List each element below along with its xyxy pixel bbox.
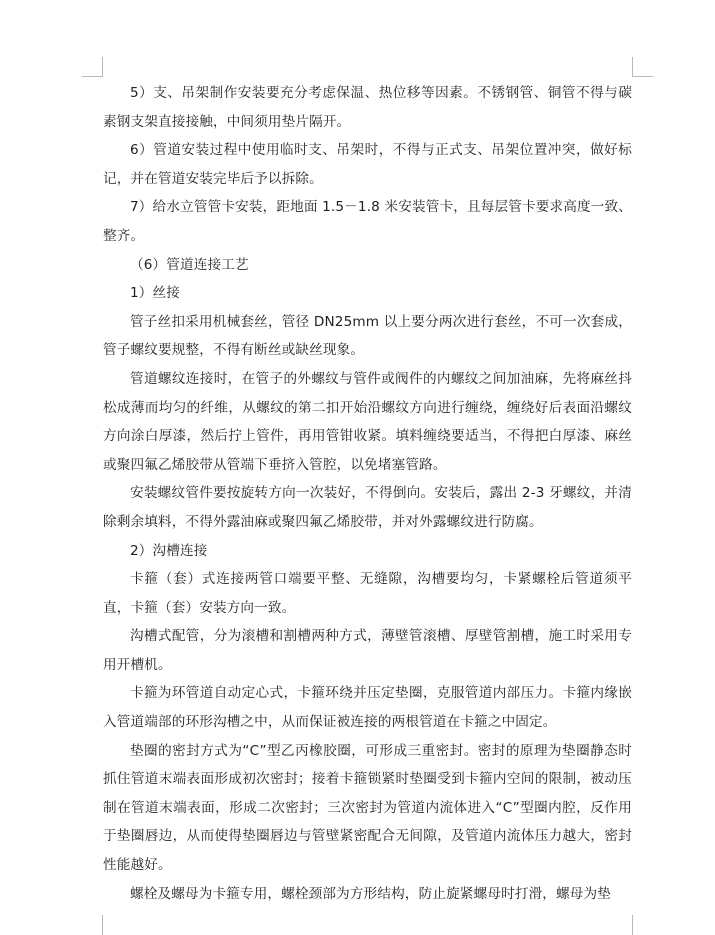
crop-mark-top-left-v (102, 57, 103, 77)
section-heading-pipe-connection: （6）管道连接工艺 (130, 256, 249, 273)
paragraph-fitting-install: 安装螺纹管件要按旋转方向一次装好，不得倒向。安装后，露出 2-3 牙螺纹，并清除剩余填料，不得外露油麻或聚四氟乙烯胶带，并对外露螺纹进行防腐。 (103, 485, 632, 530)
paragraph-grooving-methods: 沟槽式配管，分为滚槽和割槽两种方式，薄壁管滚槽、厚壁管割槽，施工时采用专用开槽机。 (103, 628, 632, 673)
document-body (103, 79, 632, 908)
crop-mark-top-right-v (632, 57, 633, 77)
subheading-threaded-connection: 1）丝接 (130, 285, 181, 302)
paragraph-temporary-support: 6）管道安装过程中使用临时支、吊架时，不得与正式支、吊架位置冲突，做好标记，并在管道安装完毕后予以拆除。 (103, 142, 632, 187)
paragraph-thread-sealing: 管道螺纹连接时，在管子的外螺纹与管件或阀件的内螺纹之间加油麻，先将麻丝抖松成薄而均匀的纤维，从螺纹的第二扣开始沿螺纹方向进行缠绕，缠绕好后表面沿螺纹方向涂白厚漆，然后拧上管件，再用管钳收紧。填料缠绕要适当，不得把白厚漆、麻丝或聚四氟乙烯胶带从管端下垂挤入管腔，以免堵塞管路。 (103, 370, 632, 473)
subheading-grooved-connection: 2）沟槽连接 (130, 542, 208, 559)
crop-mark-bottom-left-v (102, 915, 103, 935)
paragraph-riser-clamp: 7）给水立管管卡安装，距地面 1.5－1.8 米安装管卡，且每层管卡要求高度一致、整齐。 (103, 199, 632, 244)
paragraph-clamp-centering: 卡箍为环管道自动定心式，卡箍环绕并压定垫圈，克服管道内部压力。卡箍内缘嵌入管道端部的环形沟槽之中，从而保证被连接的两根管道在卡箍之中固定。 (103, 685, 632, 731)
paragraph-clamp-connection: 卡箍（套）式连接两管口端要平整、无缝隙，沟槽要均匀，卡紧螺栓后管道须平直，卡箍（套）安装方向一致。 (103, 571, 632, 616)
paragraph-gasket-sealing: 垫圈的密封方式为“C”型乙丙橡胶圈，可形成三重密封。密封的原理为垫圈静态时抓住管道末端表面形成初次密封；接着卡箍锁紧时垫圈受到卡箍内空间的限制，被动压制在管道末端表面，形成二次密封；三次密封为管道内流体进入“C”型圈内腔，反作用于垫圈唇边，从而使得垫圈唇边与管壁紧密配合无间隙，及管道内流体压力越大，密封性能越好。 (103, 742, 632, 874)
crop-mark-top-right-h (632, 76, 653, 77)
paragraph-support-installation: 5）支、吊架制作安装要充分考虑保温、热位移等因素。不锈钢管、铜管不得与碳素钢支架直接接触，中间须用垫片隔开。 (103, 85, 632, 130)
paragraph-bolts-nuts: 螺栓及螺母为卡箍专用，螺栓颈部为方形结构，防止旋紧螺母时打滑，螺母为垫 (130, 885, 612, 902)
crop-mark-bottom-right-v (632, 915, 633, 935)
paragraph-thread-cutting: 管子丝扣采用机械套丝，管径 DN25mm 以上要分两次进行套丝，不可一次套成，管子螺纹要规整，不得有断丝或缺丝现象。 (103, 313, 632, 359)
crop-mark-top-left-h (82, 76, 103, 77)
